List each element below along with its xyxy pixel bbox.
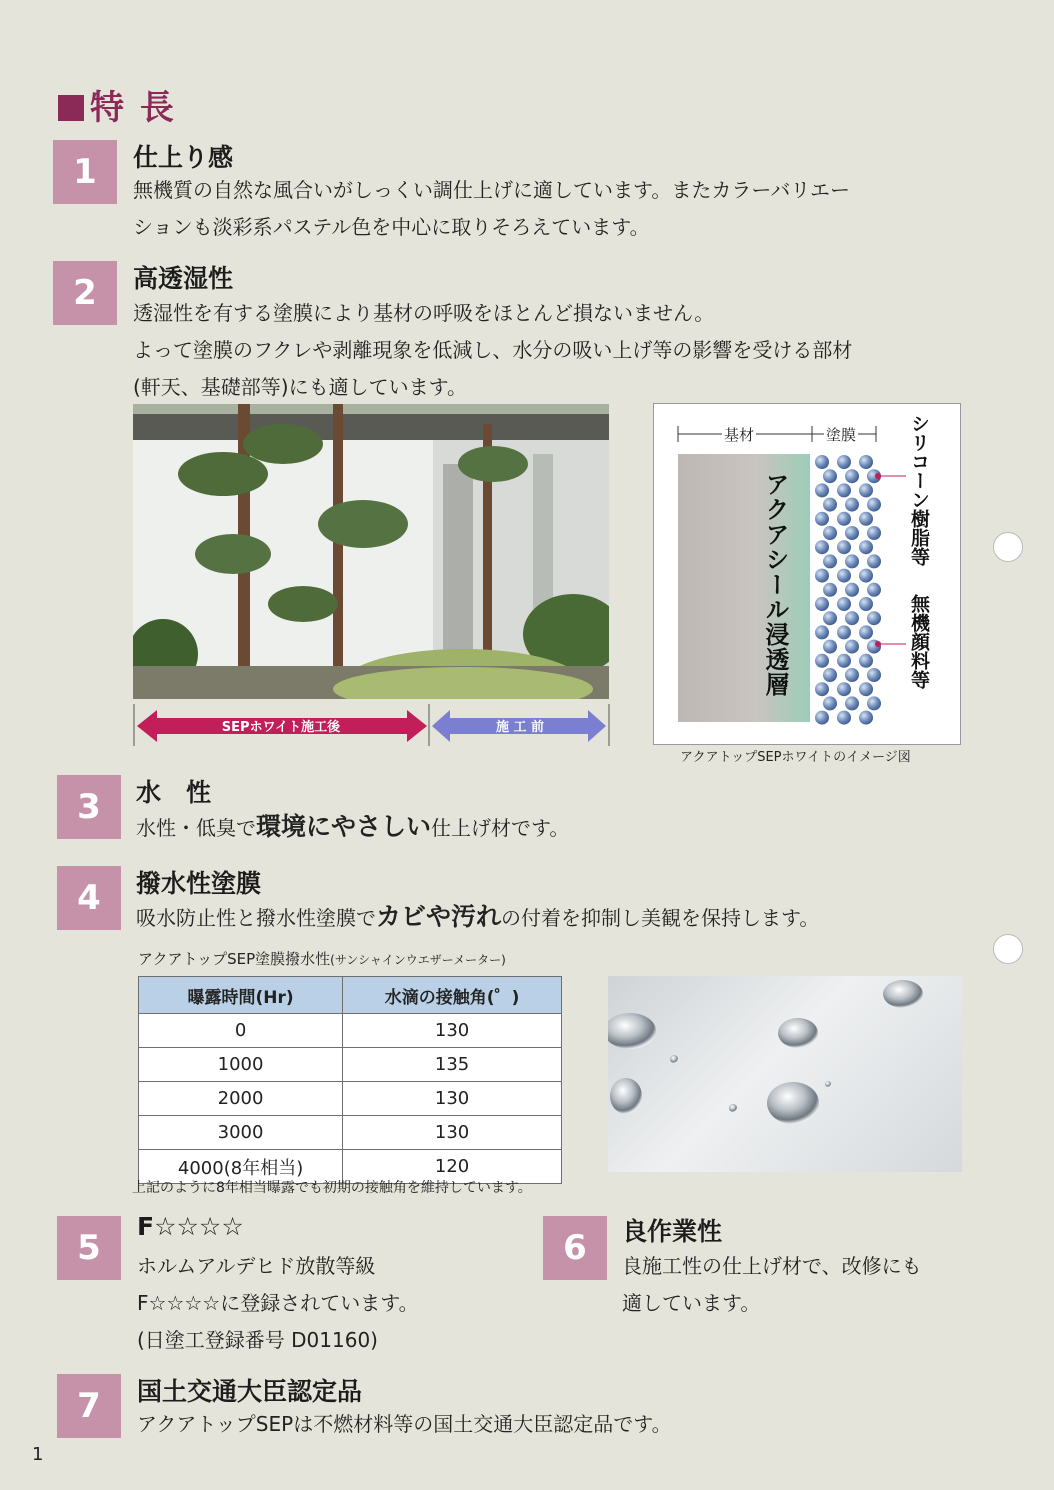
pigment-particle <box>815 569 829 583</box>
feature-4-number: 4 <box>57 866 121 930</box>
section-title: 特 長 <box>58 80 176 129</box>
wall-photo <box>133 404 609 699</box>
table-header-cell: 水滴の接触角(゜) <box>343 977 562 1014</box>
page-number: 1 <box>32 1444 44 1465</box>
water-drops-photo <box>608 976 962 1172</box>
pigment-particle <box>859 597 873 611</box>
table-row: 2000 130 <box>139 1082 562 1116</box>
table-note: 上記のように8年相当曝露でも初期の接触角を維持しています。 <box>132 1180 532 1196</box>
feature-1-title: 仕上り感 <box>133 143 234 172</box>
feature-1-text: 無機質の自然な風合いがしっくい調仕上げに適しています。またカラーバリエー ションも淡彩系パステル色を中心に取りそろえています。 <box>133 178 850 239</box>
pigment-particle <box>823 583 837 597</box>
feature-4-text: 吸水防止性と撥水性塗膜でカビや汚れの付着を抑制し美観を保持します。 <box>136 902 820 931</box>
pigment-particle <box>823 554 837 568</box>
pigment-particle <box>823 498 837 512</box>
pigment-particle <box>815 597 829 611</box>
feature-3-number: 3 <box>57 775 121 839</box>
pigment-particle <box>859 654 873 668</box>
feature-6-title: 良作業性 <box>622 1217 723 1246</box>
feature-2-number: 2 <box>53 261 117 325</box>
feature-6-number: 6 <box>543 1216 607 1280</box>
pigment-particle <box>837 654 851 668</box>
pigment-particle <box>837 512 851 526</box>
feature-2-title: 高透湿性 <box>133 264 234 293</box>
pigment-particle <box>867 498 881 512</box>
pigment-particle <box>867 583 881 597</box>
binder-hole <box>993 934 1023 964</box>
table-row: 1000 135 <box>139 1048 562 1082</box>
pigment-particle <box>845 611 859 625</box>
pigment-particle <box>859 682 873 696</box>
wall-scene-illustration <box>133 404 609 699</box>
pigment-label: 無機顔料等 <box>908 594 930 689</box>
feature-5-text: ホルムアルデヒド放散等級 F☆☆☆☆に登録されています。 (日塗工登録番号 D01160) <box>137 1254 419 1352</box>
feature-3-text: 水性・低臭で環境にやさしい仕上げ材です。 <box>136 812 570 841</box>
feature-4-title: 撥水性塗膜 <box>136 869 262 898</box>
pigment-particle <box>815 483 829 497</box>
after-label: SEPホワイト施工後 <box>221 720 341 735</box>
feature-1-number: 1 <box>53 140 117 204</box>
pigment-particle <box>859 711 873 725</box>
pigment-particle <box>815 654 829 668</box>
before-label: 施 工 前 <box>495 720 545 735</box>
feature-2-text: 透湿性を有する塗膜により基材の呼吸をほとんど損ないません。 よって塗膜のフクレや剥離現象を低減し、水分の吸い上げ等の影響を受ける部材 (軒天、基礎部等)にも適しています。 <box>133 301 853 399</box>
pigment-particle <box>823 469 837 483</box>
square-bullet-icon <box>58 95 84 121</box>
pigment-particle <box>837 711 851 725</box>
tomaku-label: 塗膜 <box>826 426 857 444</box>
table-row: 4000(8年相当) 120 <box>139 1150 562 1184</box>
pigment-particle <box>823 668 837 682</box>
penetration-layer-label: アクアシール浸透層 <box>761 472 789 697</box>
table-row: 0 130 <box>139 1014 562 1048</box>
pigment-particle <box>823 640 837 654</box>
silicone-label: シリコーン樹脂等 <box>908 414 930 566</box>
pigment-particle <box>823 696 837 710</box>
pigment-particle <box>859 483 873 497</box>
image-diagram <box>653 403 961 745</box>
pigment-particle <box>837 540 851 554</box>
pigment-particle <box>845 668 859 682</box>
feature-6-text: 良施工性の仕上げ材で、改修にも 適しています。 <box>622 1254 922 1315</box>
pigment-particle <box>859 512 873 526</box>
pigment-particle <box>867 668 881 682</box>
pigment-particle <box>815 540 829 554</box>
water-repellency-table <box>138 976 562 1184</box>
pigment-particle <box>845 498 859 512</box>
pigment-particle <box>845 640 859 654</box>
binder-hole <box>993 532 1023 562</box>
pigment-particle <box>815 682 829 696</box>
table-title: アクアトップSEP塗膜撥水性(サンシャインウエザーメーター) <box>138 950 506 968</box>
pigment-particle <box>837 569 851 583</box>
pigment-particle <box>859 540 873 554</box>
pigment-particle <box>837 625 851 639</box>
pigment-particle <box>845 696 859 710</box>
feature-7-number: 7 <box>57 1374 121 1438</box>
pigment-particle <box>837 597 851 611</box>
feature-3-title: 水 性 <box>136 778 212 807</box>
table-header-cell: 曝露時間(Hr) <box>139 977 343 1014</box>
feature-7-text: アクアトップSEPは不燃材料等の国土交通大臣認定品です。 <box>137 1412 672 1436</box>
pigment-particle <box>837 483 851 497</box>
pigment-particle <box>859 455 873 469</box>
pigment-particle <box>815 455 829 469</box>
pigment-particle <box>867 611 881 625</box>
feature-7-title: 国土交通大臣認定品 <box>137 1377 363 1406</box>
pigment-particle <box>859 569 873 583</box>
table-header-row <box>139 977 562 1014</box>
pigment-particle <box>845 526 859 540</box>
pigment-particle <box>815 711 829 725</box>
pigment-particle <box>867 696 881 710</box>
feature-5-number: 5 <box>57 1216 121 1280</box>
pigment-particle <box>867 526 881 540</box>
pigment-particle <box>845 554 859 568</box>
pigment-particle <box>823 611 837 625</box>
pigment-particle <box>815 512 829 526</box>
pigment-particle <box>823 526 837 540</box>
pigment-particle <box>815 625 829 639</box>
pigment-particle <box>867 554 881 568</box>
water-drops-illustration <box>608 976 962 1172</box>
pigment-particle <box>837 682 851 696</box>
pigment-particle <box>845 469 859 483</box>
table-row: 3000 130 <box>139 1116 562 1150</box>
feature-5-title: F☆☆☆☆ <box>137 1212 244 1241</box>
pigment-particle <box>845 583 859 597</box>
pigment-particle <box>837 455 851 469</box>
kizai-label: 基材 <box>724 426 755 444</box>
pigment-particle <box>859 625 873 639</box>
diagram-caption: アクアトップSEPホワイトのイメージ図 <box>680 750 911 765</box>
